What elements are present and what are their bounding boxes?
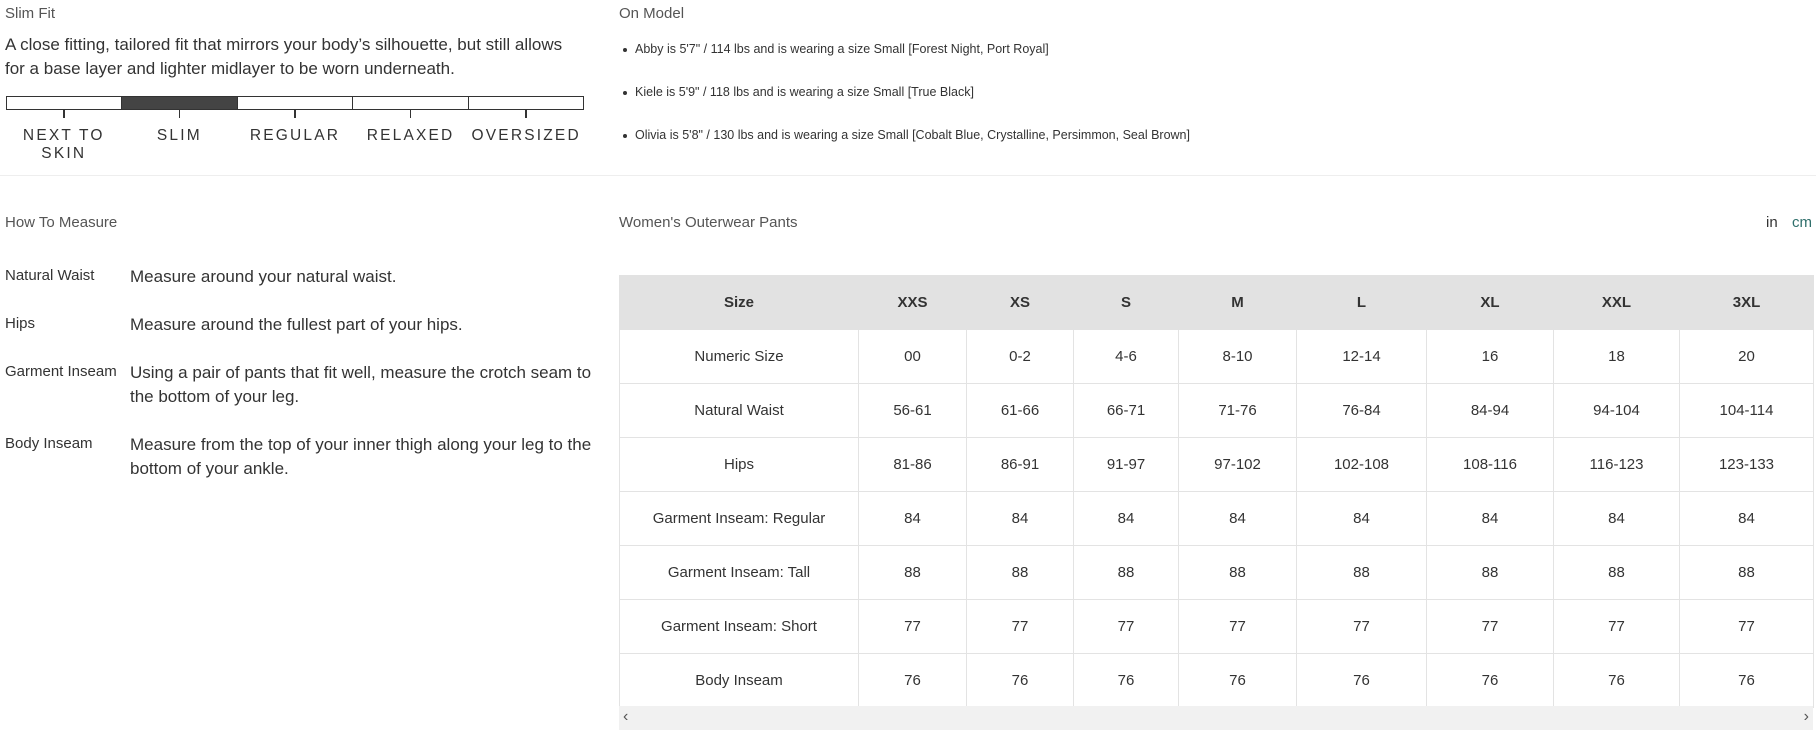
table-cell: 77	[1074, 600, 1179, 654]
fit-title: Slim Fit	[5, 5, 55, 22]
measure-definition: Measure around your natural waist.	[130, 267, 397, 286]
table-cell: Numeric Size	[620, 330, 859, 384]
size-chart-table	[619, 275, 1814, 708]
header-m: M	[1179, 276, 1297, 330]
header-xxl: XXL	[1554, 276, 1680, 330]
table-cell: 88	[1554, 546, 1680, 600]
table-cell: 91-97	[1074, 438, 1179, 492]
table-cell: 76	[859, 654, 967, 708]
unit-toggle-in[interactable]: in	[1766, 214, 1778, 231]
table-cell: 84	[1074, 492, 1179, 546]
table-cell: 77	[859, 600, 967, 654]
measure-definition: Using a pair of pants that fit well, measure the crotch seam to the bottom of your leg.	[130, 363, 592, 406]
table-cell: 20	[1680, 330, 1814, 384]
table-cell: 0-2	[967, 330, 1074, 384]
table-cell: 84	[859, 492, 967, 546]
table-cell: 88	[1179, 546, 1297, 600]
table-cell: 88	[1427, 546, 1554, 600]
scroll-right-icon[interactable]: ›	[1803, 708, 1809, 725]
table-cell: 84	[1680, 492, 1814, 546]
table-row	[620, 546, 1814, 600]
table-cell: 77	[967, 600, 1074, 654]
table-cell: 88	[1074, 546, 1179, 600]
how-to-measure-title: How To Measure	[5, 214, 118, 231]
table-row	[620, 492, 1814, 546]
header-xl: XL	[1427, 276, 1554, 330]
fit-label-oversized: OVERSIZED	[471, 127, 581, 144]
table-cell: 16	[1427, 330, 1554, 384]
table-cell: 104-114	[1680, 384, 1814, 438]
measure-term: Hips	[5, 315, 36, 332]
size-chart-title: Women's Outerwear Pants	[619, 214, 798, 231]
unit-toggle-cm[interactable]: cm	[1792, 214, 1812, 231]
fit-segment-slim	[122, 97, 237, 109]
table-cell: 71-76	[1179, 384, 1297, 438]
table-cell: 88	[1297, 546, 1427, 600]
table-cell: Body Inseam	[620, 654, 859, 708]
scroll-left-icon[interactable]: ‹	[623, 708, 629, 725]
header-3xl: 3XL	[1680, 276, 1814, 330]
table-cell: 123-133	[1680, 438, 1814, 492]
model-item-olivia: Olivia is 5'8" / 130 lbs and is wearing a size Small [Cobalt Blue, Crystalline, Persimmon, Seal Brown]	[623, 128, 1190, 171]
table-cell: 76	[967, 654, 1074, 708]
fit-label-next-to-skin: NEXT TO SKIN	[22, 127, 105, 162]
fit-segment-next-to-skin	[7, 97, 122, 109]
table-cell: 84	[1297, 492, 1427, 546]
on-model-list	[623, 42, 1190, 171]
measure-definition: Measure around the fullest part of your hips.	[130, 315, 463, 334]
measure-row-body-inseam	[5, 433, 595, 481]
table-cell: Garment Inseam: Regular	[620, 492, 859, 546]
table-cell: 94-104	[1554, 384, 1680, 438]
fit-segment-relaxed	[353, 97, 468, 109]
fit-scale-labels	[6, 127, 584, 163]
header-l: L	[1297, 276, 1427, 330]
table-cell: 76	[1297, 654, 1427, 708]
table-cell: 77	[1554, 600, 1680, 654]
table-cell: 4-6	[1074, 330, 1179, 384]
table-row	[620, 384, 1814, 438]
measure-term: Natural Waist	[5, 267, 95, 284]
table-cell: 8-10	[1179, 330, 1297, 384]
table-cell: 88	[859, 546, 967, 600]
measure-row-natural-waist	[5, 265, 595, 289]
table-cell: 66-71	[1074, 384, 1179, 438]
model-item-kiele: Kiele is 5'9" / 118 lbs and is wearing a size Small [True Black]	[623, 85, 1190, 128]
table-cell: Hips	[620, 438, 859, 492]
on-model-title: On Model	[619, 5, 685, 22]
fit-label-slim: SLIM	[156, 127, 202, 144]
table-cell: 84	[1427, 492, 1554, 546]
table-cell: 61-66	[967, 384, 1074, 438]
measure-row-garment-inseam	[5, 361, 595, 409]
table-header-row	[620, 276, 1814, 330]
table-cell: Garment Inseam: Tall	[620, 546, 859, 600]
table-cell: Garment Inseam: Short	[620, 600, 859, 654]
table-cell: 84	[1179, 492, 1297, 546]
table-cell: 77	[1297, 600, 1427, 654]
measure-definition: Measure from the top of your inner thigh along your leg to the bottom of your ankle.	[130, 435, 592, 478]
table-cell: 84	[967, 492, 1074, 546]
table-cell: 76	[1179, 654, 1297, 708]
table-row	[620, 600, 1814, 654]
header-size: Size	[620, 276, 859, 330]
fit-label-relaxed: RELAXED	[366, 127, 455, 144]
measure-row-hips	[5, 313, 595, 337]
table-cell: 84	[1554, 492, 1680, 546]
fit-label-regular: REGULAR	[249, 127, 341, 144]
fit-segment-oversized	[469, 97, 583, 109]
measure-term: Garment Inseam	[5, 363, 117, 380]
table-cell: 86-91	[967, 438, 1074, 492]
table-cell: 76	[1680, 654, 1814, 708]
table-cell: 12-14	[1297, 330, 1427, 384]
table-cell: 77	[1427, 600, 1554, 654]
fit-scale-bar	[6, 96, 584, 110]
model-item-abby: Abby is 5'7" / 114 lbs and is wearing a size Small [Forest Night, Port Royal]	[623, 42, 1190, 85]
table-cell: Natural Waist	[620, 384, 859, 438]
table-cell: 81-86	[859, 438, 967, 492]
table-cell: 76	[1427, 654, 1554, 708]
header-xs: XS	[967, 276, 1074, 330]
fit-description: A close fitting, tailored fit that mirrors your body’s silhouette, but still allows for a base layer and lighter midlayer to be worn underneath.	[5, 35, 563, 78]
table-cell: 56-61	[859, 384, 967, 438]
header-s: S	[1074, 276, 1179, 330]
table-cell: 108-116	[1427, 438, 1554, 492]
header-xxs: XXS	[859, 276, 967, 330]
table-cell: 97-102	[1179, 438, 1297, 492]
table-cell: 76-84	[1297, 384, 1427, 438]
table-row	[620, 438, 1814, 492]
table-cell: 88	[1680, 546, 1814, 600]
table-cell: 00	[859, 330, 967, 384]
table-row	[620, 654, 1814, 708]
table-cell: 102-108	[1297, 438, 1427, 492]
table-row	[620, 330, 1814, 384]
table-cell: 88	[967, 546, 1074, 600]
table-cell: 76	[1074, 654, 1179, 708]
table-horizontal-scrollbar[interactable]	[619, 706, 1813, 730]
section-divider	[0, 175, 1816, 176]
table-cell: 18	[1554, 330, 1680, 384]
table-cell: 77	[1179, 600, 1297, 654]
table-cell: 116-123	[1554, 438, 1680, 492]
table-cell: 76	[1554, 654, 1680, 708]
table-cell: 77	[1680, 600, 1814, 654]
measure-term: Body Inseam	[5, 435, 93, 452]
fit-segment-regular	[238, 97, 353, 109]
table-cell: 84-94	[1427, 384, 1554, 438]
